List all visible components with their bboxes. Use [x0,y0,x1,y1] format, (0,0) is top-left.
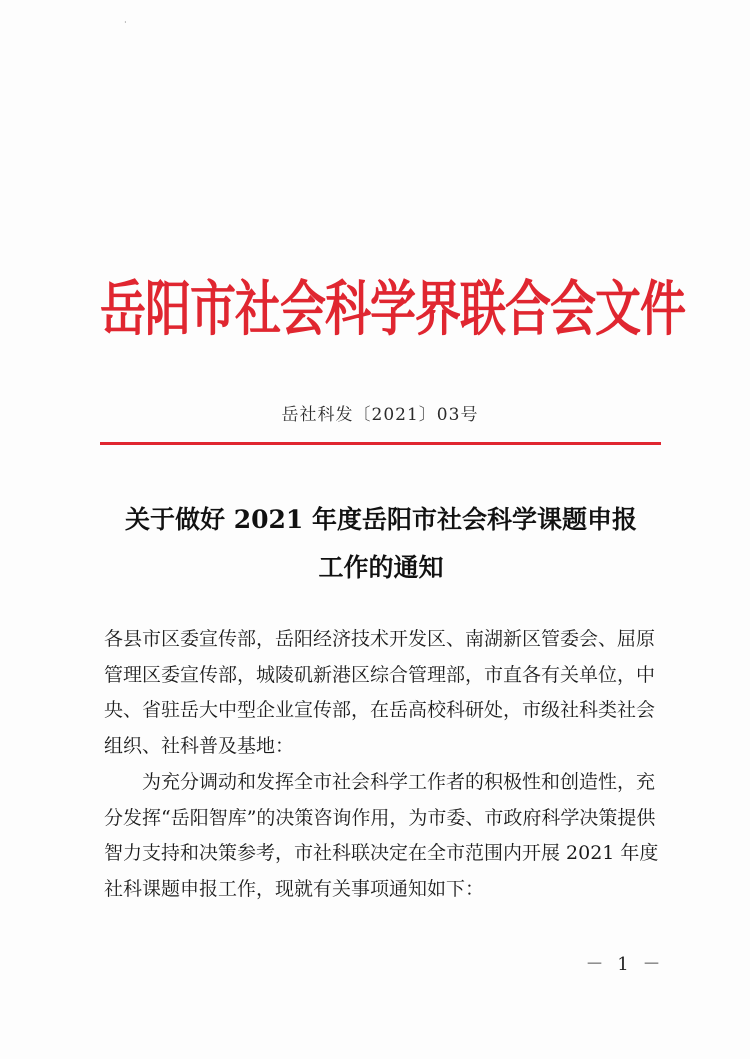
page-number: － 1 － [585,954,665,975]
title-line-2: 工作的通知 [318,553,444,582]
issuer-header: 岳阳市社会科学界联合会文件 [100,273,685,344]
document-title [96,496,666,592]
document-body [104,622,664,908]
red-separator-line [100,442,661,445]
title-line-1: 关于做好 2021 年度岳阳市社会科学课题申报 [125,505,637,534]
document-number: 岳社科发〔2021〕03号 [281,405,479,425]
scan-speck: · [124,18,127,27]
body-paragraph: 为充分调动和发挥全市社会科学工作者的积极性和创造性，充分发挥“岳阳智库”的决策咨询作用，为市委、市政府科学决策提供智力支持和决策参考，市社科联决定在全市范围内开展 2021 年度社科课题申报工作，现就有关事项通知如下： [104,770,659,900]
recipients-paragraph: 各县市区委宣传部，岳阳经济技术开发区、南湖新区管委会、屈原管理区委宣传部，城陵矶新港区综合管理部，市直各有关单位，中央、省驻岳大中型企业宣传部，在岳高校科研处，市级社科类社会组织、社科普及基地： [104,628,656,758]
